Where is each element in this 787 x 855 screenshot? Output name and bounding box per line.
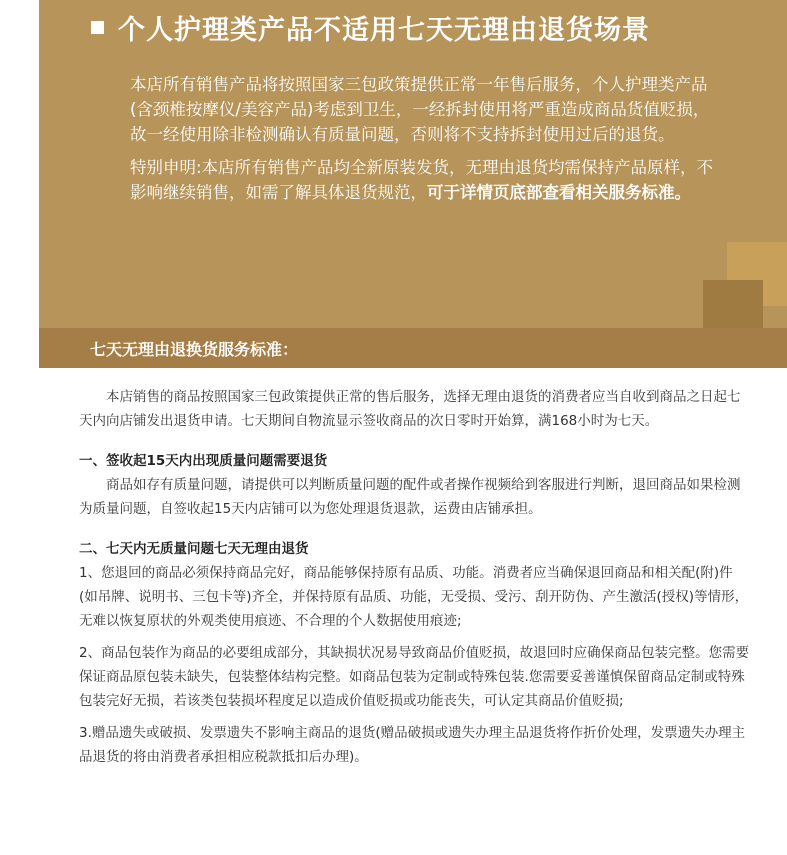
intro-paragraph-2 bbox=[130, 155, 720, 205]
policy-intro: 本店销售的商品按照国家三包政策提供正常的售后服务，选择无理由退货的消费者应当自收到商品之日起七天内向店铺发出退货申请。七天期间自物流显示签收商品的次日零时开始算，满168小时为七天。 bbox=[79, 389, 741, 429]
policy-content bbox=[79, 385, 751, 769]
intro-paragraph-2-text: 特别申明:本店所有销售产品均全新原装发货，无理由退货均需保持产品原样，不影响继续销售，如需了解具体退货规范， bbox=[130, 158, 714, 202]
square-bullet-icon bbox=[91, 21, 104, 34]
decorative-block bbox=[703, 280, 763, 328]
intro-paragraph-2-emphasis: 可于详情页底部查看相关服务标准。 bbox=[427, 183, 691, 202]
intro-paragraph-1: 本店所有销售产品将按照国家三包政策提供正常一年售后服务，个人护理类产品(含颈椎按摩仪/美容产品)考虑到卫生，一经拆封使用将严重造成商品货值贬损，故一经使用除非检测确认有质量问题，否则将不支持拆封使用过后的退货。 bbox=[130, 75, 710, 144]
banner-title: 个人护理类产品不适用七天无理由退货场景 bbox=[118, 14, 650, 46]
banner-intro bbox=[130, 72, 720, 213]
section-2-title: 二、七天内无质量问题七天无理由退货 bbox=[79, 541, 309, 557]
section-2-item-1: 1、您退回的商品必须保持商品完好，商品能够保持原有品质、功能。消费者应当确保退回商品和相关配(附)件(如吊牌、说明书、三包卡等)齐全，并保持原有品质、功能，无受损、受污、刮开防伪、产生激活(授权)等情形，无难以恢复原状的外观类使用痕迹、不合理的个人数据使用痕迹; bbox=[79, 565, 749, 629]
banner-title-row bbox=[91, 7, 650, 47]
subheading-bar bbox=[39, 328, 787, 368]
section-2-item-2: 2、商品包装作为商品的必要组成部分，其缺损状况易导致商品价值贬损，故退回时应确保商品包装完整。您需要保证商品原包装未缺失，包装整体结构完整。如商品包装为定制或特殊包装.您需要妥善谨慎保留商品定制或特殊包装完好无损，若该类包装损坏程度足以造成价值贬损或功能丧失，可认定其商品价值贬损; bbox=[79, 645, 750, 709]
section-1-title: 一、签收起15天内出现质量问题需要退货 bbox=[79, 453, 328, 469]
section-2-item-3: 3.赠品遗失或破损、发票遗失不影响主商品的退货(赠品破损或遗失办理主品退货将作折价处理，发票遗失办理主品退货的将由消费者承担相应税款抵扣后办理)。 bbox=[79, 725, 746, 765]
service-banner bbox=[39, 0, 787, 368]
section-1-body: 商品如存有质量问题，请提供可以判断质量问题的配件或者操作视频给到客服进行判断，退回商品如果检测为质量问题，自签收起15天内店铺可以为您处理退货退款，运费由店铺承担。 bbox=[79, 477, 741, 517]
subheading: 七天无理由退换货服务标准： bbox=[90, 340, 299, 359]
